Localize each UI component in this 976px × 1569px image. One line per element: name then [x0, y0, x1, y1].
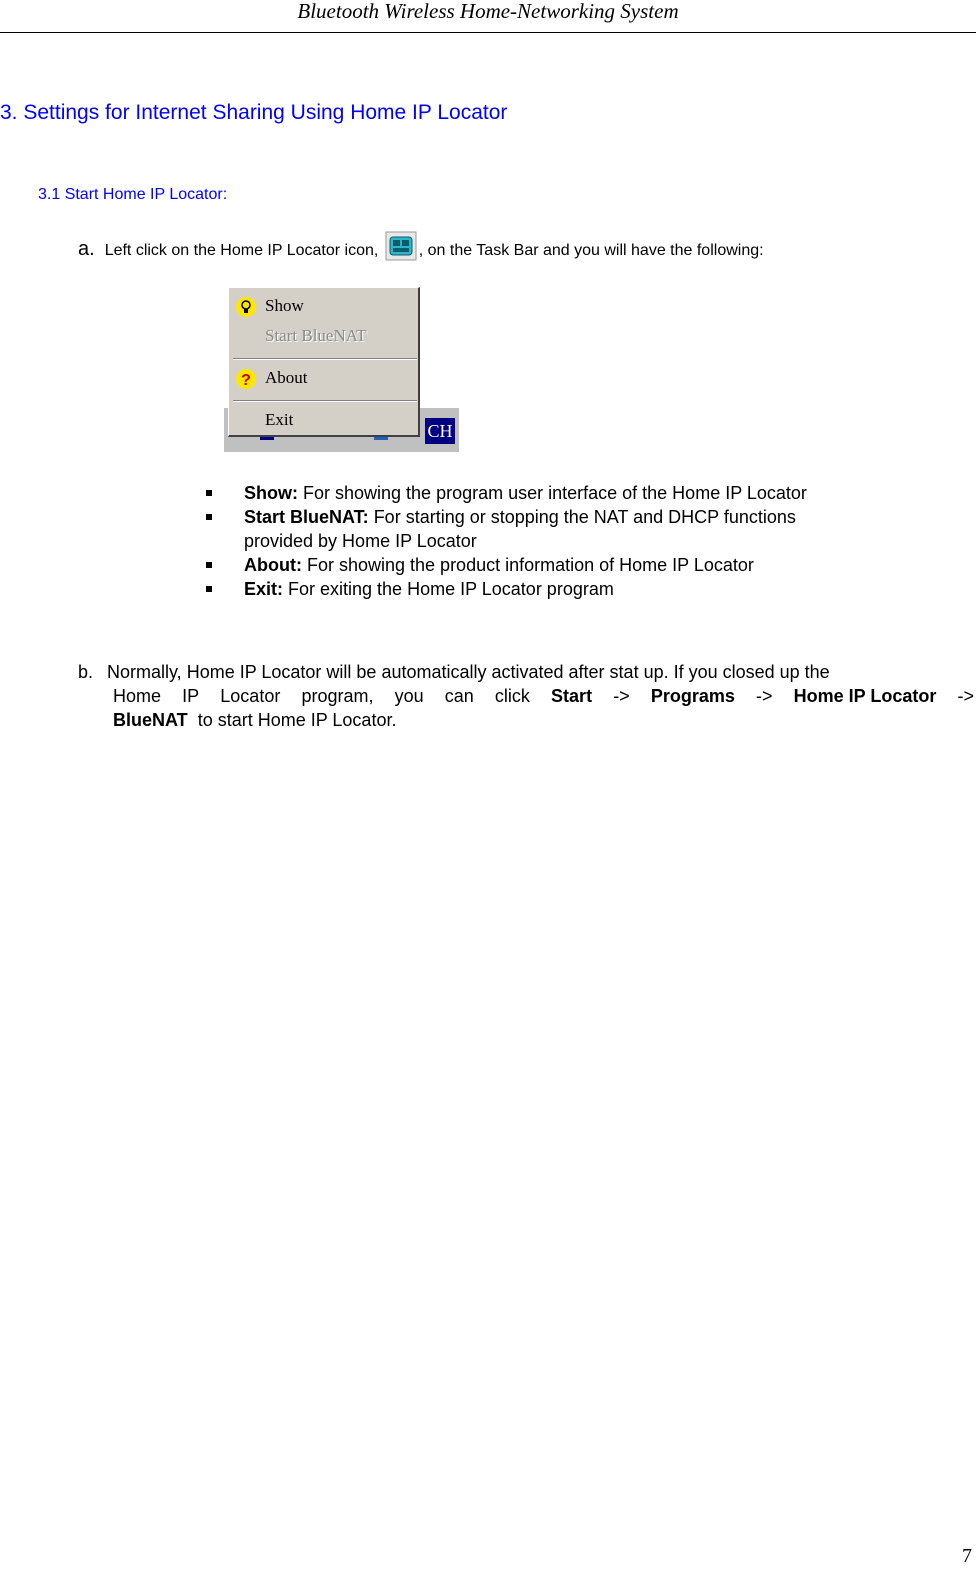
- menu-item-start-bluenat[interactable]: Start BlueNAT: [265, 326, 367, 345]
- menu-separator: [233, 358, 417, 360]
- header-rule: [0, 32, 976, 33]
- word: Home: [113, 686, 162, 706]
- bullet-continuation: provided by Home IP Locator: [244, 531, 477, 551]
- step-a-text-before: Left click on the Home IP Locator icon,: [104, 242, 379, 259]
- bullet-text: For showing the product information of Home IP Locator: [301, 555, 754, 575]
- bullet-term: Exit:: [244, 579, 284, 599]
- bullet-marker: [206, 586, 212, 592]
- bullet-text: For exiting the Home IP Locator program: [283, 579, 614, 599]
- menu-path-bluenat: BlueNAT: [113, 710, 188, 730]
- step-b-marker: b.: [78, 662, 94, 682]
- subsection-heading: 3.1 Start Home IP Locator:: [38, 186, 228, 203]
- page-number: 7: [962, 1545, 972, 1567]
- menu-path-start: Start: [551, 686, 593, 706]
- bullet-text: For showing the program user interface of the Home IP Locator: [298, 483, 807, 503]
- running-header: Bluetooth Wireless Home-Networking System: [297, 0, 679, 23]
- path-arrow: ->: [756, 686, 773, 706]
- word: click: [494, 686, 530, 706]
- menu-path-programs: Programs: [650, 686, 735, 706]
- word: can: [444, 686, 474, 706]
- word: program,: [301, 686, 374, 706]
- step-a: [78, 231, 764, 261]
- bullet-marker: [206, 490, 212, 496]
- language-badge: CH: [425, 418, 455, 444]
- step-b-line-3: [113, 708, 396, 732]
- svg-text:?: ?: [241, 372, 251, 389]
- word: you: [394, 686, 424, 706]
- bullet-text: For starting or stopping the NAT and DHCP functions: [368, 507, 796, 527]
- step-b-tail: to start Home IP Locator.: [197, 710, 397, 730]
- menu-path-home-ip-locator: Home IP Locator: [793, 686, 937, 706]
- bullet-marker: [206, 562, 212, 568]
- context-menu: [228, 287, 420, 437]
- path-arrow: ->: [957, 686, 974, 706]
- menu-item-exit[interactable]: Exit: [265, 410, 294, 429]
- step-a-text-after: , on the Task Bar and you will have the following:: [418, 242, 764, 259]
- bullet-term: Start BlueNAT:: [244, 507, 369, 527]
- menu-separator: [233, 400, 417, 402]
- bullet-marker: [206, 514, 212, 520]
- step-b-line-1: [78, 660, 974, 684]
- menu-item-show[interactable]: Show: [265, 296, 304, 315]
- menu-item-about[interactable]: About: [265, 368, 308, 387]
- lightbulb-icon: [235, 296, 257, 318]
- step-b-line-2: [113, 684, 974, 708]
- home-ip-locator-tray-icon: [385, 231, 417, 261]
- section-heading: 3. Settings for Internet Sharing Using Home IP Locator: [0, 101, 508, 124]
- question-icon: [235, 368, 257, 390]
- step-b-text: Normally, Home IP Locator will be automatically activated after stat up. If you closed up the: [107, 662, 830, 682]
- step-a-marker: a.: [78, 238, 95, 260]
- context-menu-screenshot: [224, 287, 460, 453]
- path-arrow: ->: [613, 686, 630, 706]
- bullet-term: Show:: [244, 483, 298, 503]
- word: IP: [182, 686, 200, 706]
- bullet-term: About:: [244, 555, 302, 575]
- word: Locator: [220, 686, 281, 706]
